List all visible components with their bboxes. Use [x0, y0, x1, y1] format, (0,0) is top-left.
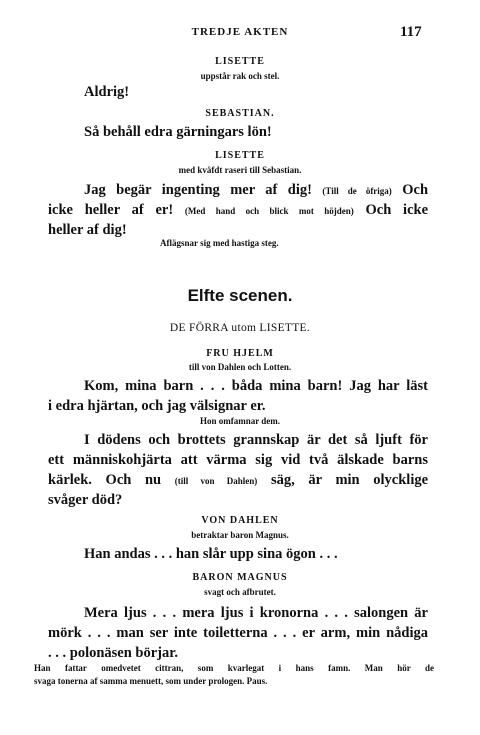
stage-direction: betraktar baron Magnus. [191, 530, 289, 540]
stage-direction: Aflägsnar sig med hastiga steg. [160, 238, 279, 248]
speaker-sebastian: SEBASTIAN. [205, 108, 275, 119]
inline-stage-direction: (Till de öfriga) [322, 186, 392, 196]
dialogue-line: Aldrig! [84, 84, 130, 100]
dialogue-line: mörk . . . man ser inte toiletterna . . . er arm, min nådiga [48, 625, 428, 641]
dialogue-line: Han andas . . . han slår upp sina ögon . . . [84, 546, 338, 562]
speaker-lisette: LISETTE [215, 56, 265, 67]
dialogue-line: i edra hjärtan, och jag välsignar er. [48, 398, 266, 414]
dialogue-line: Jag begär ingenting mer af dig! (Till de öfriga) Och [84, 182, 429, 198]
dialogue-line: Så behåll edra gärningars lön! [84, 124, 272, 140]
stage-direction: till von Dahlen och Lotten. [188, 362, 292, 372]
scene-title: Elfte scenen. [187, 286, 293, 305]
speaker-baron-magnus: BARON MAGNUS [192, 572, 288, 583]
dialogue-line: I dödens och brottets grannskap är det så ljuft för [84, 432, 428, 448]
dialogue-line: icke heller af er! (Med hand och blick mot höjden) Och icke [48, 202, 429, 218]
dialogue-line: heller af dig! [48, 222, 127, 238]
dialogue-line: kärlek. Och nu (till von Dahlen) säg, är min olycklige [48, 472, 429, 488]
stage-direction: uppstår rak och stel. [200, 71, 280, 81]
stage-direction: med kväfdt raseri till Sebastian. [178, 165, 302, 175]
speaker-lisette: LISETTE [215, 150, 265, 161]
speaker-von-dahlen: VON DAHLEN [201, 515, 279, 526]
stage-direction: svaga tonerna af samma menuett, som under prologen. Paus. [34, 676, 268, 686]
dialogue-line: . . . polonäsen börjar. [48, 645, 178, 661]
stage-direction: Hon omfamnar dem. [199, 416, 281, 426]
dialogue-line: ett människohjärta att värma sig vid två älskade barns [48, 452, 428, 468]
stage-direction: svagt och afbrutet. [204, 587, 276, 597]
speaker-fru-hjelm: FRU HJELM [206, 348, 274, 359]
dialogue-line: Mera ljus . . . mera ljus i kronorna . . . salongen är [84, 605, 428, 621]
cast-list: DE FÖRRA utom LISETTE. [169, 322, 311, 334]
inline-stage-direction: (till von Dahlen) [174, 476, 258, 486]
running-title: TREDJE AKTEN [191, 26, 289, 38]
inline-stage-direction: (Med hand och blick mot höjden) [184, 206, 354, 216]
page-number: 117 [400, 24, 422, 40]
stage-direction: Han fattar omedvetet cittran, som kvarlegat i hans famn. Man hör de [34, 663, 434, 673]
dialogue-line: Kom, mina barn . . . båda mina barn! Jag har läst [84, 378, 428, 394]
dialogue-line: svåger död? [48, 492, 123, 508]
